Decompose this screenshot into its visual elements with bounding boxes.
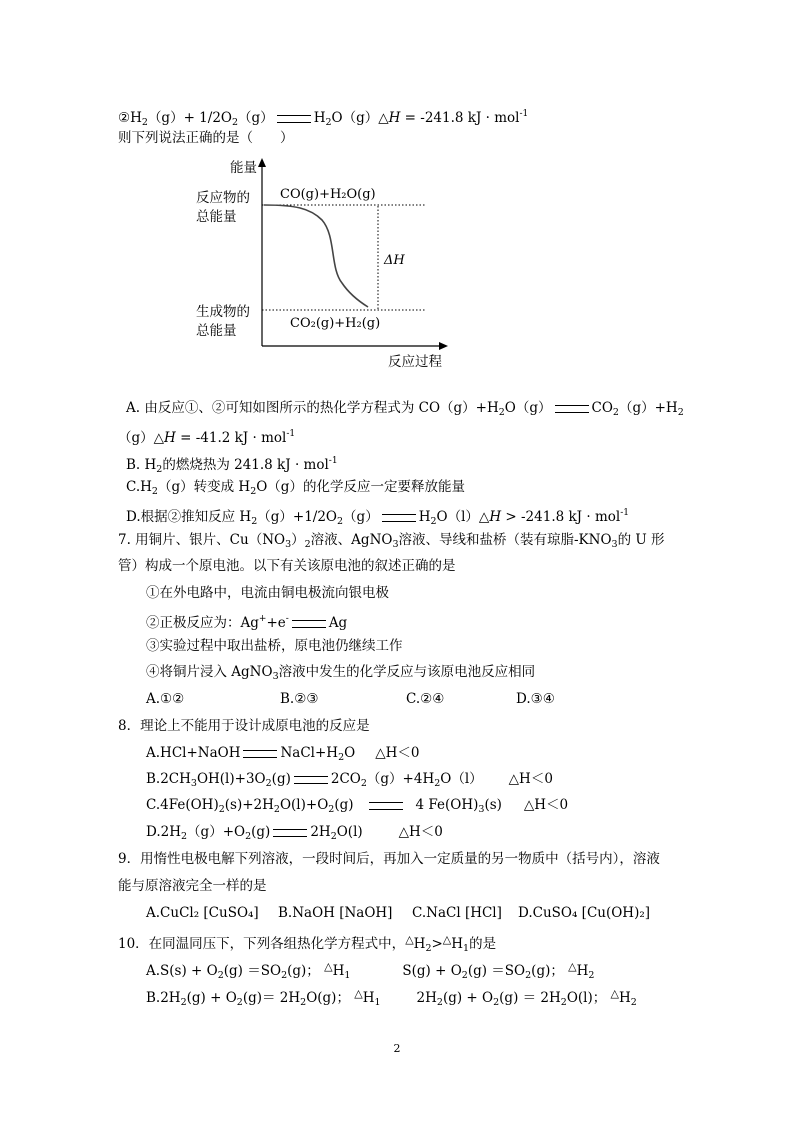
q7-stem-2: 管）构成一个原电池。以下有关该原电池的叙述正确的是 [118, 558, 456, 574]
q7-statement-4: ④将铜片浸入 AgNO$_3$溶液中发生的化学反应与该原电池反应相同 [146, 664, 536, 682]
q6-option-a-cont: （g）△H = -41.2 kJ · mol$^{-1}$ [118, 429, 296, 446]
equals-sign [277, 115, 311, 123]
q9-option-d[interactable]: D.CuSO₄ [Cu(OH)₂] [518, 905, 651, 921]
q8-stem: 8．理论上不能用于设计成原电池的反应是 [118, 718, 370, 734]
energy-curve [264, 205, 368, 307]
q6-stem: 则下列说法正确的是（ ） [118, 130, 294, 146]
q8-option-c: $C.4Fe(OH)_2(s)+2H_2O(l)+O_2(g)$ 4 $Fe(OH)_3(s)$ △H＜0 [146, 797, 569, 815]
q7-statement-2: ②正极反应为：Ag++e- Ag [146, 614, 348, 631]
product-species: CO₂(g)+H₂(g) [290, 316, 381, 331]
q9-option-c[interactable]: C.NaCl [HCl] [412, 905, 502, 921]
q6-option-d: D.根据②推知反应 $H_2(g)+1/2O_2(g)$ $H_2O(l)\triangle H > -241.8$ kJ · mol$^{-1}$ [126, 508, 629, 527]
q6-option-b: B. $H_2$的燃烧热为 241.8 kJ · mol$^{-1}$ [126, 456, 338, 475]
reactant-label-2: 总能量 [196, 209, 237, 225]
reactant-label-1: 反应物的 [196, 190, 250, 206]
x-axis-label: 反应过程 [388, 354, 442, 370]
q9-stem-2: 能与原溶液完全一样的是 [118, 878, 267, 894]
y-axis-label: 能量 [230, 160, 257, 176]
q7-option-b[interactable]: B.②③ [280, 691, 319, 707]
q7-option-d[interactable]: D.③④ [516, 691, 555, 707]
q9-option-a[interactable]: A.CuCl₂ [CuSO₄] [146, 905, 259, 921]
delta-h-label: ΔH [384, 253, 405, 268]
x-axis-arrow [439, 342, 448, 350]
q7-option-c[interactable]: C.②④ [406, 691, 445, 707]
q6-equation-2: $②H_2(g)+ 1/2O_2(g)$ $H_2O(g)\triangle H = -241.8$ kJ · mol$^{-1}$ [118, 109, 529, 128]
q7-stem-1: 7. 用铜片、银片、$Cu(NO_3)_2$溶液、AgNO$_3$溶液、导线和盐桥（装有琼脂$-KNO_3$的 U 形 [118, 532, 665, 550]
product-label-2: 总能量 [196, 323, 237, 339]
product-label-1: 生成物的 [196, 304, 250, 320]
reactant-species: CO(g)+H₂O(g) [280, 187, 376, 202]
q9-option-b[interactable]: B.NaOH [NaOH] [278, 905, 393, 921]
q8-option-a: A.HCl+NaOH $NaCl+H_2O$ △H＜0 [146, 745, 420, 763]
q10-option-b: $B.2H_2(g) + O_2(g)= 2H_2O(g)$； $^\triangle H_1$ $2H_2(g) + O_2(g) = 2H_2O(l)$； $^\triangle H_2$ [146, 987, 637, 1008]
q8-option-d: $D.2H_2(g)+O_2(g)$ $2H_2O(l)$ △H＜0 [146, 824, 443, 842]
q10-stem: 10．在同温同压下，下列各组热化学方程式中，$^\triangle H_2>^\triangle H_1$的是 [118, 933, 497, 954]
q9-stem-1: 9．用惰性电极电解下列溶液，一段时间后，再加入一定质量的另一物质中（括号内），溶液 [118, 851, 660, 867]
page-number: 2 [393, 1042, 401, 1055]
q7-statement-1: ①在外电路中，电流由铜电极流向银电极 [146, 585, 389, 601]
q6-option-a: A. 由反应①、②可知如图所示的热化学方程式为 $CO(g)+H_2O(g)$ $CO_2(g)+H_2$ [126, 400, 684, 418]
q8-option-b: $B.2CH_3OH(l)+3O_2(g)$ $2CO_2(g)+4H_2O(l)$ △H＜0 [146, 771, 553, 789]
energy-diagram [190, 158, 490, 373]
y-axis-arrow [258, 158, 266, 167]
q7-statement-3: ③实验过程中取出盐桥，原电池仍继续工作 [146, 638, 403, 654]
q10-option-a: $A.S(s) + O_2(g) =SO_2(g)$； $^\triangle H_1$ $S(g) + O_2(g) =SO_2(g)$； $^\triangle H_2$ [146, 960, 595, 981]
q9-options [146, 903, 650, 923]
q7-option-a[interactable]: A.①② [146, 691, 185, 707]
q7-options [146, 689, 555, 709]
q6-option-c: $C.H_2(g)$转变成 $H_2O(g)$的化学反应一定要释放能量 [126, 479, 465, 497]
